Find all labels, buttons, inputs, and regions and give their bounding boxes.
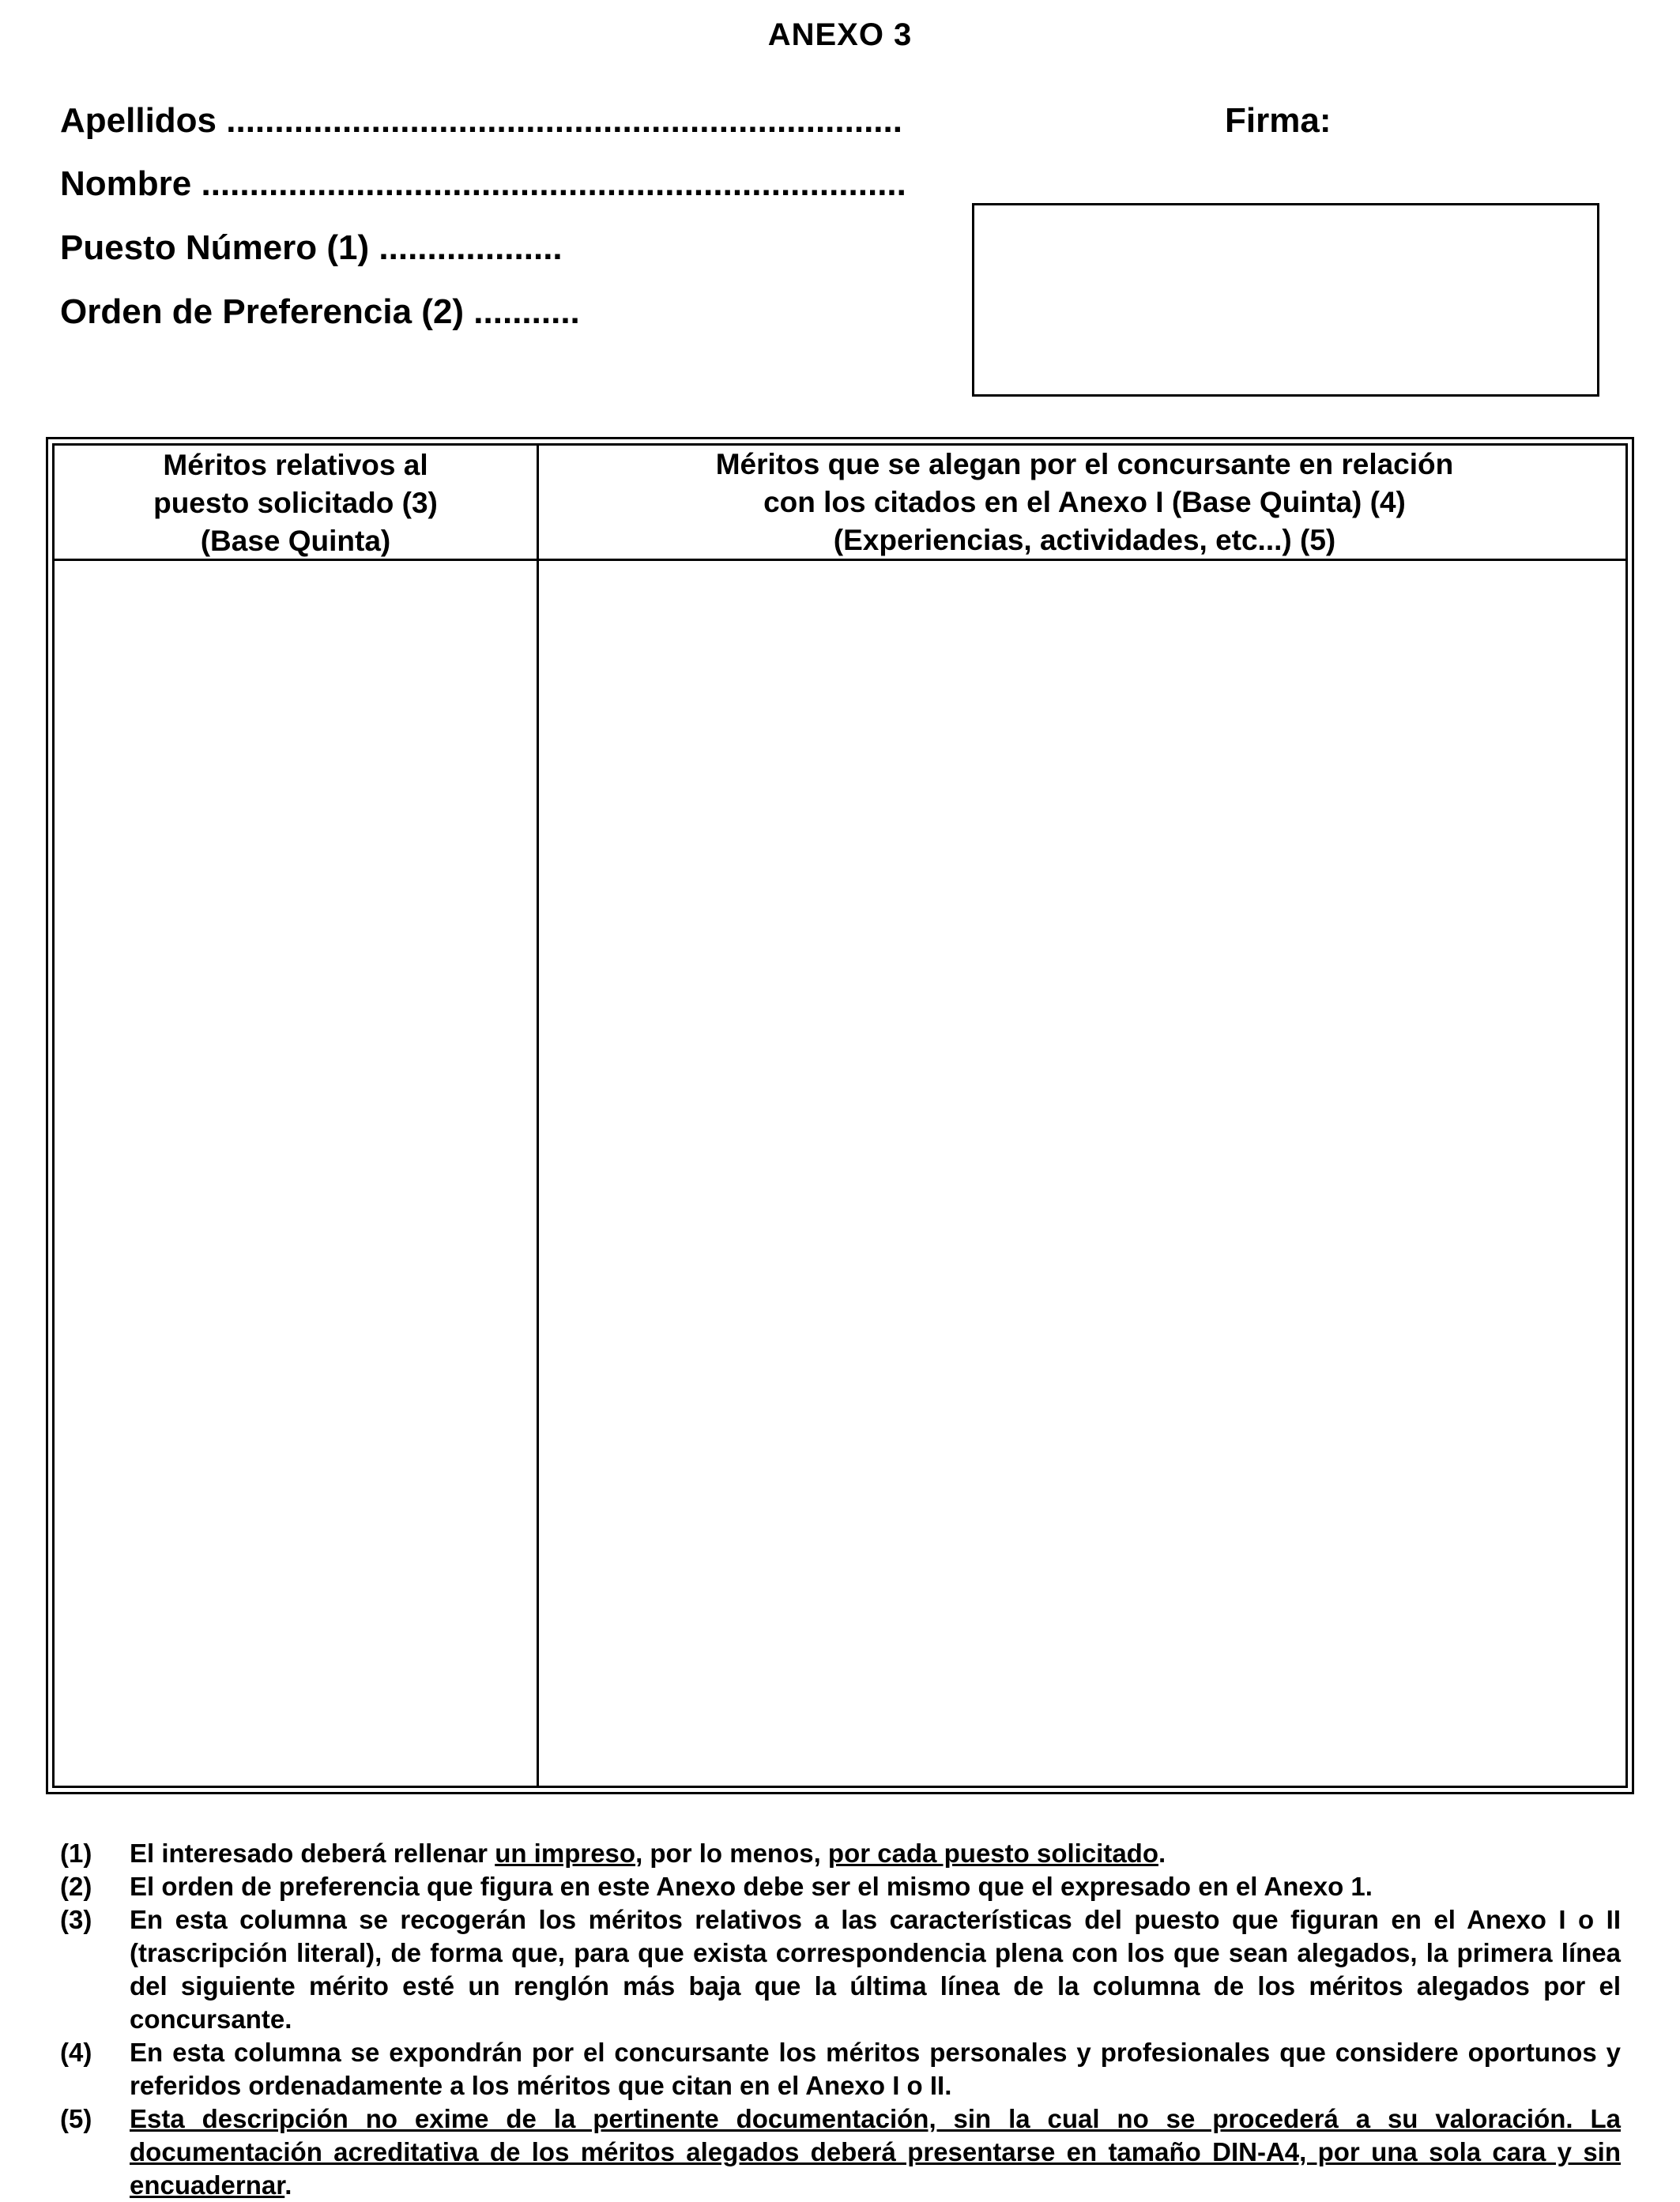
col1-header-line: puesto solicitado (3) xyxy=(153,487,438,519)
footnote-number: (3) xyxy=(60,1905,92,1934)
footnote xyxy=(60,1837,1621,1870)
footnote-text: En esta columna se recogerán los méritos relativos a las características del puesto que figuran en el Anexo I o II (trascripción literal), de forma que, para que exista correspondencia plena con los que sean alegados, la primera línea del siguiente mérito esté un renglón más baja que la última línea de la columna de los méritos alegados por el concursante. xyxy=(130,1905,1621,2034)
merits-table-inner xyxy=(52,443,1628,1788)
footnote xyxy=(60,2036,1621,2102)
document-title: ANEXO 3 xyxy=(767,17,913,52)
col2-header-line: (Experiencias, actividades, etc...) (5) xyxy=(833,524,1336,556)
col2-header-line: con los citados en el Anexo I (Base Quinta) (4) xyxy=(763,486,1406,518)
footnote xyxy=(60,2102,1621,2202)
col2-header xyxy=(539,448,1630,559)
footnote xyxy=(60,1903,1621,2036)
col1-header-line: Méritos relativos al xyxy=(163,449,428,481)
footnote-number: (4) xyxy=(60,2038,92,2067)
footnote-text: En esta columna se expondrán por el concursante los méritos personales y profesionales que considere oportunos y referidos ordenadamente a los méritos que citan en el Anexo I o II. xyxy=(130,2038,1621,2100)
footnote-text: , por lo menos, xyxy=(635,1839,828,1868)
col2-header-line: Méritos que se alegan por el concursante en relación xyxy=(715,448,1454,480)
footnote-underlined-text: Esta descripción no exime de la pertinente documentación, sin la cual no se procederá a su valoración. La documentación acreditativa de los méritos alegados deberá presentarse en tamaño DIN-A4, por una sola cara y sin encuadernar xyxy=(130,2104,1621,2200)
footnote-number: (5) xyxy=(60,2104,92,2133)
apellidos-field[interactable]: Apellidos ...................................................................... xyxy=(60,101,902,140)
signature-box[interactable] xyxy=(972,203,1599,397)
col1-header-line: (Base Quinta) xyxy=(200,525,391,557)
footnote-text: . xyxy=(1158,1839,1166,1868)
merits-table xyxy=(46,437,1634,1794)
footnotes xyxy=(60,1837,1621,2202)
firma-label: Firma: xyxy=(1225,101,1332,140)
footnote-number: (2) xyxy=(60,1872,92,1901)
footnote-text: El orden de preferencia que figura en este Anexo debe ser el mismo que el expresado en el Anexo 1. xyxy=(130,1872,1373,1901)
orden-preferencia-field[interactable]: Orden de Preferencia (2) ........... xyxy=(60,292,580,331)
nombre-field[interactable]: Nombre ......................................................................... xyxy=(60,164,906,203)
col1-header xyxy=(55,448,537,559)
footnote-underlined-text: un impreso xyxy=(495,1839,636,1868)
footnote-text: . xyxy=(284,2170,292,2200)
puesto-numero-field[interactable]: Puesto Número (1) ................... xyxy=(60,228,563,267)
footnote-text: El interesado deberá rellenar xyxy=(130,1839,495,1868)
merits-claimed-cell[interactable] xyxy=(539,561,1625,1786)
footnote-underlined-text: por cada puesto solicitado xyxy=(827,1839,1158,1868)
footnote-number: (1) xyxy=(60,1839,92,1868)
merits-position-cell[interactable] xyxy=(55,561,537,1786)
footnote xyxy=(60,1870,1621,1903)
